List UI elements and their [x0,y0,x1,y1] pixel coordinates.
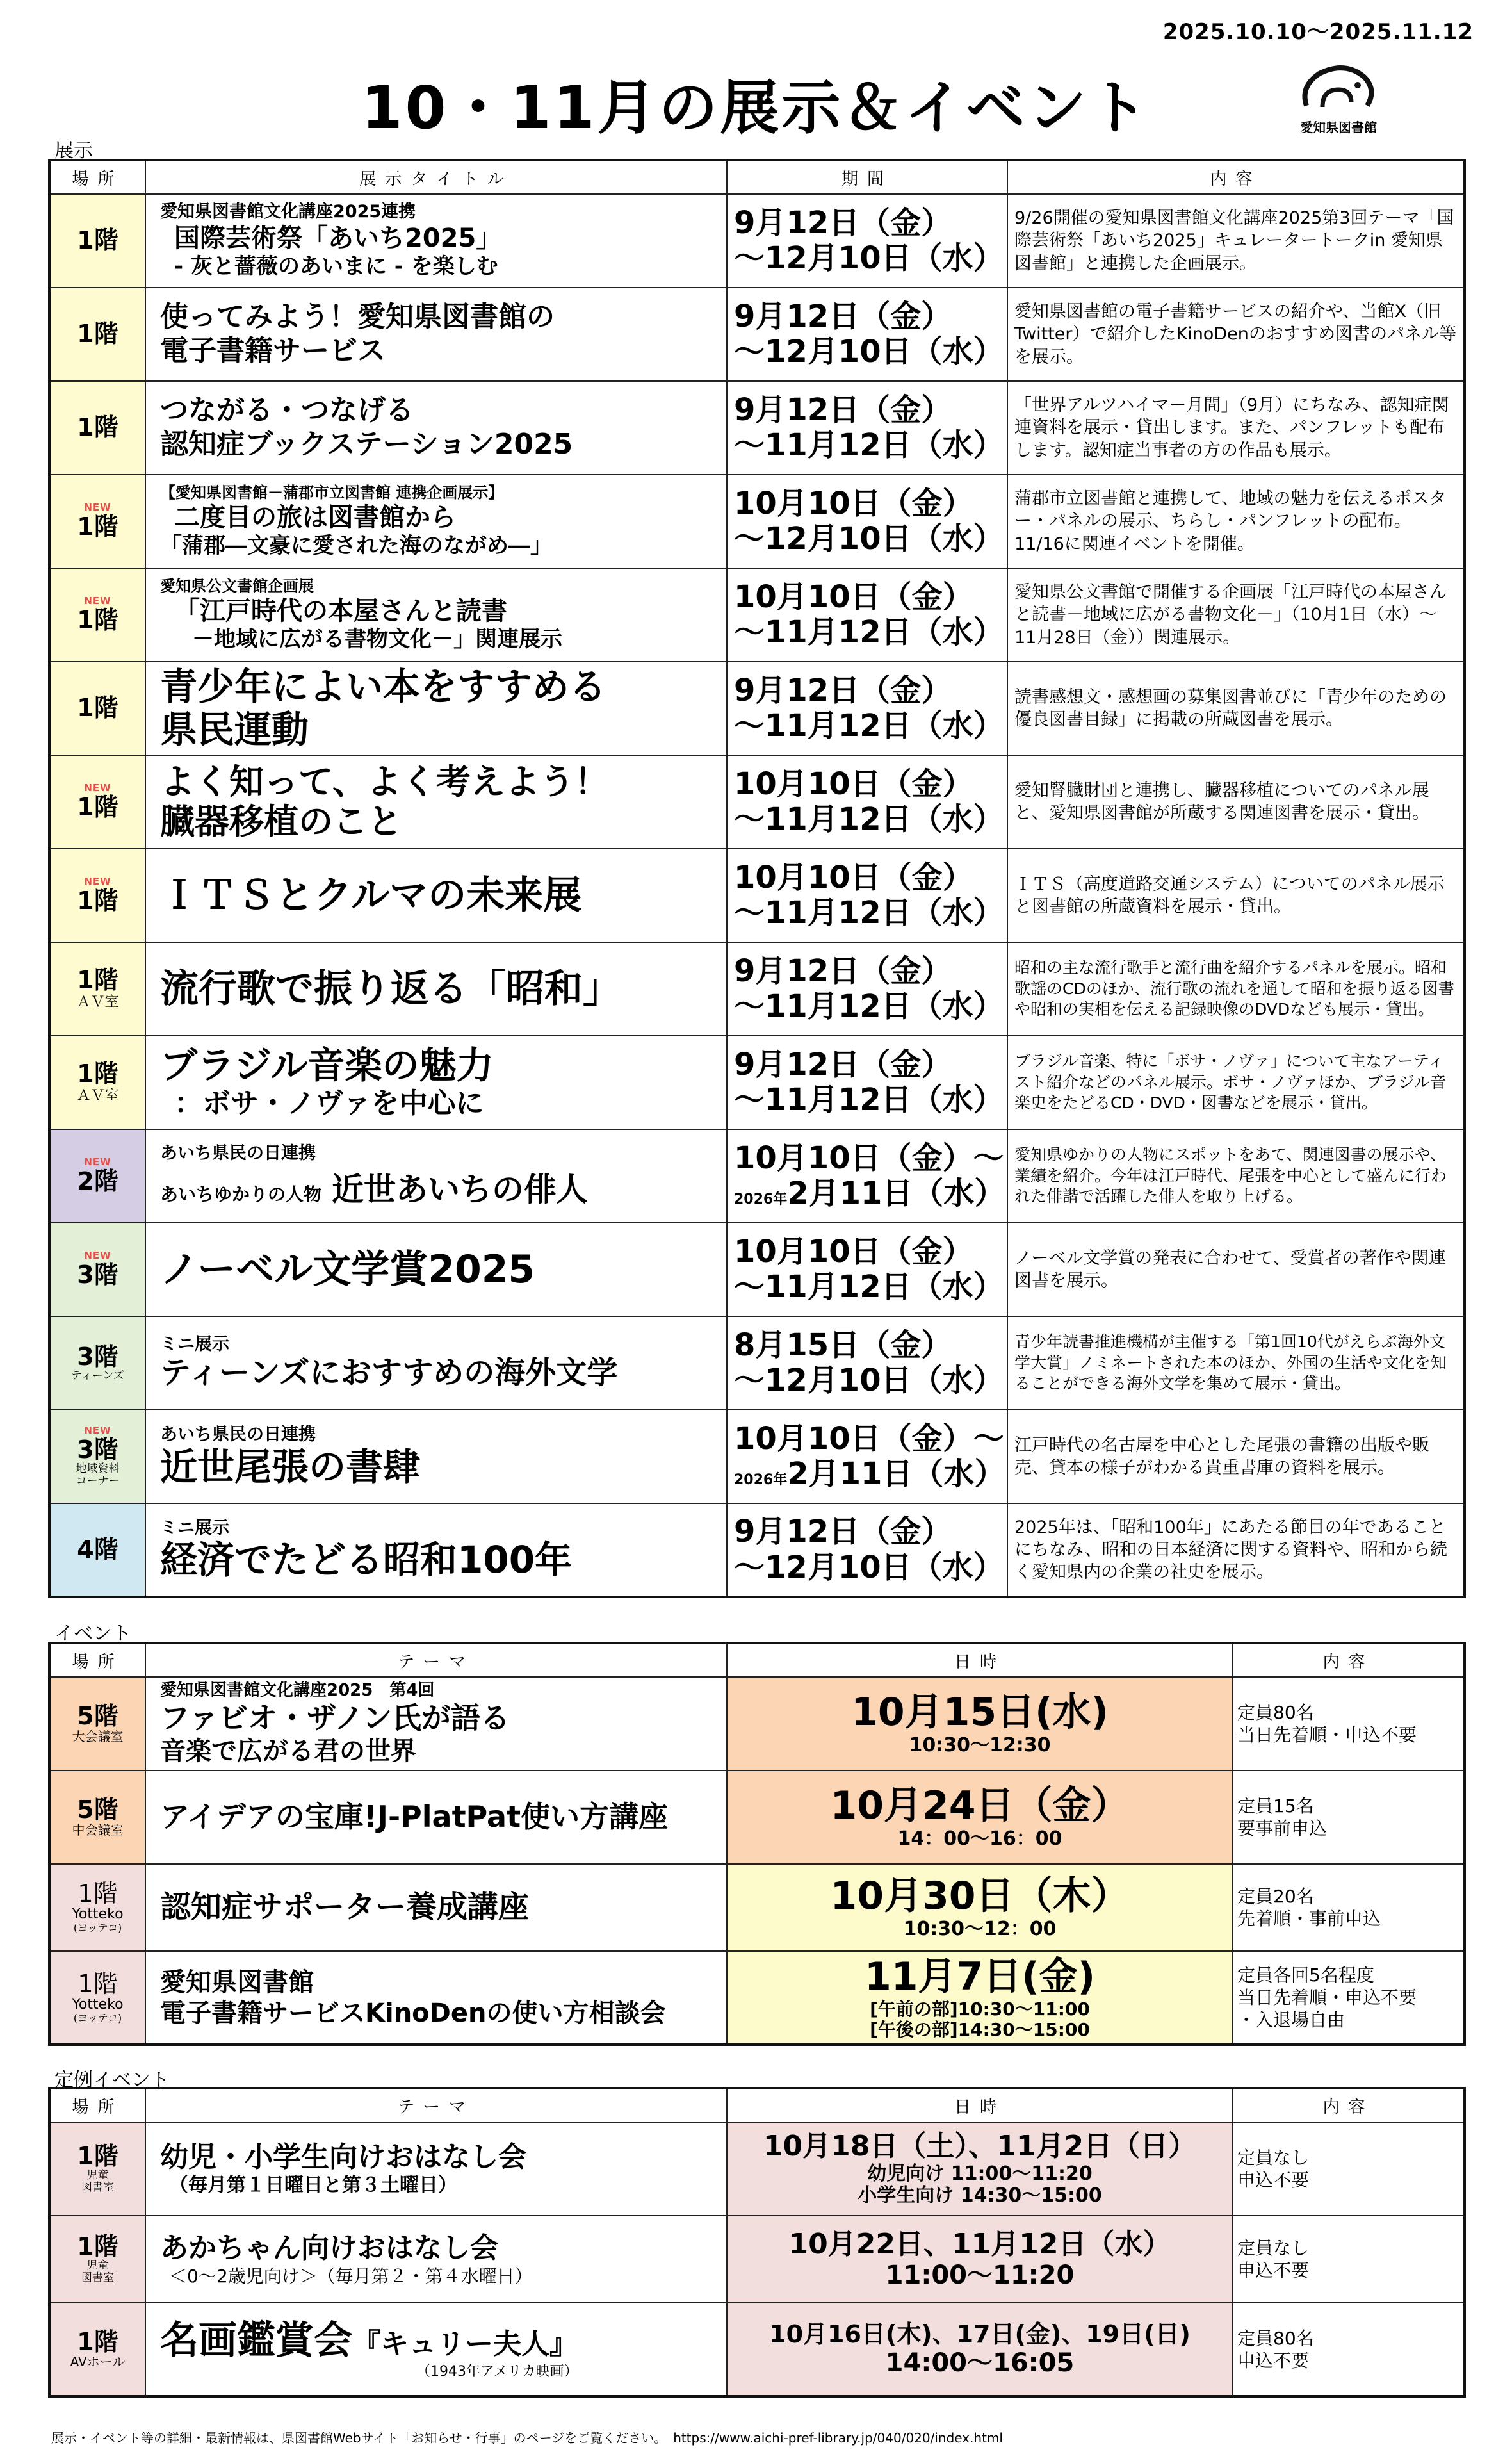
col-header-theme: テーマ [145,2088,727,2122]
new-badge: NEW [84,502,111,514]
place-cell: 3階 ティーンズ [49,1316,145,1410]
exhibit-period: 8月15日（金） ～12月10日（水） [727,1316,1007,1410]
place-cell: 1階 ＡＶ室 [49,942,145,1036]
exhibit-description: 江戸時代の名古屋を中心とした尾張の書籍の出版や販売、貸本の様子がわかる貴重書庫の資料を展示。 [1007,1410,1465,1503]
footer-note: 展示・イベント等の詳細・最新情報は、県図書館Webサイト「お知らせ・行事」のページをご覧ください。 https://www.aichi-pref-library.jp/040/020/index.html [51,2430,1003,2446]
table-row [49,1036,1465,1129]
exhibit-title: あいち県民の日連携 あいちゆかりの人物 近世あいちの俳人 [145,1129,727,1223]
place-cell: 5階 中会議室 [49,1770,145,1864]
place-cell: 1階 児童 図書室 [49,2122,145,2216]
table-row [49,662,1465,755]
exhibit-description: 愛知県図書館の電子書籍サービスの紹介や、当館X（旧Twitter）で紹介したKinoDenのおすすめ図書のパネル等を展示。 [1007,288,1465,381]
event-title: 認知症サポーター養成講座 [145,1864,727,1951]
exhibit-period: 9月12日（金） ～11月12日（水） [727,942,1007,1036]
regular-event-table [48,2087,1466,2398]
exhibit-title: ノーベル文学賞2025 [145,1223,727,1316]
exhibit-period: 9月12日（金） ～11月12日（水） [727,1036,1007,1129]
col-header-content: 内容 [1233,2088,1465,2122]
exhibit-description: 昭和の主な流行歌手と流行曲を紹介するパネルを展示。昭和歌謡のCDのほか、流行歌の流れを通して昭和を振り返る図書や昭和の実相を伝える記録映像のDVDなども展示・貸出。 [1007,942,1465,1036]
exhibit-description: 愛知腎臓財団と連携し、臓器移植についてのパネル展と、愛知県図書館が所蔵する関連図書を展示・貸出。 [1007,755,1465,849]
table-row [49,2122,1465,2216]
col-header-content: 内容 [1007,160,1465,194]
place-cell: 1階 ＡＶ室 [49,1036,145,1129]
col-header-content: 内容 [1233,1643,1465,1677]
col-header-title: 展示タイトル [145,160,727,194]
event-title: 愛知県図書館 電子書籍サービスKinoDenの使い方相談会 [145,1951,727,2045]
table-row [49,1223,1465,1316]
new-badge: NEW [84,1425,111,1437]
exhibit-title: ＩＴＳとクルマの未来展 [145,849,727,942]
exhibit-description: 「世界アルツハイマー月間」（9月）にちなみ、認知症関連資料を展示・貸出します。また、パンフレットも配布します。認知症当事者の方の作品も展示。 [1007,381,1465,475]
exhibit-description: ノーベル文学賞の発表に合わせて、受賞者の著作や関連図書を展示。 [1007,1223,1465,1316]
exhibit-period: 9月12日（金） ～12月10日（水） [727,288,1007,381]
exhibit-period: 10月10日（金） ～12月10日（水） [727,475,1007,568]
exhibit-description: 青少年読書推進機構が主催する「第1回10代がえらぶ海外文学大賞」ノミネートされた本のほか、外国の生活や文化を知ることができる海外文学を集めて展示・貸出。 [1007,1316,1465,1410]
col-header-date: 日時 [727,1643,1233,1677]
exhibit-period: 10月10日（金） ～11月12日（水） [727,568,1007,662]
exhibit-description: 2025年は、「昭和100年」にあたる節目の年であることにちなみ、昭和の日本経済に関する資料や、昭和から続く愛知県内の企業の社史を展示。 [1007,1503,1465,1597]
event-description: 定員なし 申込不要 [1233,2216,1465,2303]
logo-caption: 愛知県図書館 [1300,120,1377,135]
table-row [49,755,1465,849]
event-description: 定員20名 先着順・事前申込 [1233,1864,1465,1951]
place-cell: 1階 Yotteko (ヨッテコ) [49,1864,145,1951]
event-section-label: イベント [54,1623,131,1645]
elephant-logo-icon [1287,61,1390,119]
exhibit-period: 10月10日（金） ～11月12日（水） [727,755,1007,849]
exhibit-description: ＩＴＳ（高度道路交通システム）についてのパネル展示と図書館の所蔵資料を展示・貸出。 [1007,849,1465,942]
event-title: 幼児・小学生向けおはなし会 （毎月第１日曜日と第３土曜日） [145,2122,727,2216]
event-date: 10月24日（金） 14：00～16：00 [727,1770,1233,1864]
exhibit-description: 蒲郡市立図書館と連携して、地域の魅力を伝えるポスター・パネルの展示、ちらし・パンフレットの配布。11/16に関連イベントを開催。 [1007,475,1465,568]
exhibit-period: 10月10日（金）～ 2026年2月11日（水） [727,1410,1007,1503]
exhibit-description: ブラジル音楽、特に「ボサ・ノヴァ」について主なアーティスト紹介などのパネル展示。ボサ・ノヴァほか、ブラジル音楽史をたどるCD・DVD・図書などを展示・貸出。 [1007,1036,1465,1129]
table-row [49,194,1465,288]
exhibit-title: ミニ展示 経済でたどる昭和100年 [145,1503,727,1597]
event-description: 定員80名 当日先着順・申込不要 [1233,1677,1465,1770]
place-cell: 1階 [49,194,145,288]
place-cell: NEW 1階 [49,755,145,849]
event-date: 10月18日（土）、11月2日（日） 幼児向け 11:00～11:20 小学生向け 14:30～15:00 [727,2122,1233,2216]
event-description: 定員なし 申込不要 [1233,2122,1465,2216]
event-date: 10月16日(木)、17日(金)、19日(日) 14:00～16:05 [727,2303,1233,2396]
event-title: あかちゃん向けおはなし会 ＜0～2歳児向け＞（毎月第２・第４水曜日） [145,2216,727,2303]
place-cell: NEW 1階 [49,475,145,568]
exhibit-title: 青少年によい本をすすめる 県民運動 [145,662,727,755]
col-header-period: 期間 [727,160,1007,194]
new-badge: NEW [84,876,111,888]
page-title: 10・11月の展示＆イベント [361,74,1151,142]
place-cell: NEW 3階 地域資料 コーナー [49,1410,145,1503]
table-row [49,1129,1465,1223]
table-row [49,1770,1465,1864]
exhibit-period: 10月10日（金） ～11月12日（水） [727,849,1007,942]
exhibit-description: 9/26開催の愛知県図書館文化講座2025第3回テーマ「国際芸術祭「あいち2025」キュレータートークin 愛知県図書館」と連携した企画展示。 [1007,194,1465,288]
exhibit-title: 愛知県図書館文化講座2025連携 国際芸術祭「あいち2025」 - 灰と薔薇のあいまに - を楽しむ [145,194,727,288]
col-header-place: 場所 [49,2088,145,2122]
exhibit-period: 10月10日（金） ～11月12日（水） [727,1223,1007,1316]
place-cell: 1階 Yotteko (ヨッテコ) [49,1951,145,2045]
regular-section-label: 定例イベント [54,2069,170,2091]
table-row [49,1316,1465,1410]
exhibit-period: 9月12日（金） ～11月12日（水） [727,662,1007,755]
exhibit-period: 10月10日（金）～ 2026年2月11日（水） [727,1129,1007,1223]
col-header-theme: テーマ [145,1643,727,1677]
exhibit-section-label: 展示 [54,140,93,162]
exhibit-title: 流行歌で振り返る「昭和」 [145,942,727,1036]
exhibit-title: あいち県民の日連携 近世尾張の書肆 [145,1410,727,1503]
table-row [49,849,1465,942]
exhibit-title: よく知って、よく考えよう！ 臓器移植のこと [145,755,727,849]
new-badge: NEW [84,1156,111,1168]
table-row [49,1677,1465,1770]
col-header-date: 日時 [727,2088,1233,2122]
event-description: 定員各回5名程度 当日先着順・申込不要 ・入退場自由 [1233,1951,1465,2045]
table-row [49,381,1465,475]
place-cell: 1階 [49,381,145,475]
exhibit-table [48,159,1466,1598]
place-cell: 5階 大会議室 [49,1677,145,1770]
exhibit-title: ブラジル音楽の魅力 ：ボサ・ノヴァを中心に [145,1036,727,1129]
event-date: 10月22日、11月12日（水） 11:00～11:20 [727,2216,1233,2303]
place-cell: 4階 [49,1503,145,1597]
table-row [49,942,1465,1036]
table-row [49,1410,1465,1503]
event-title: 愛知県図書館文化講座2025 第4回 ファビオ・ザノン氏が語る 音楽で広がる君の世界 [145,1677,727,1770]
new-badge: NEW [84,1250,111,1262]
library-logo [1287,61,1390,138]
table-row [49,2216,1465,2303]
event-description: 定員15名 要事前申込 [1233,1770,1465,1864]
place-cell: 1階 [49,288,145,381]
place-cell: 1階 AVホール [49,2303,145,2396]
new-badge: NEW [84,595,111,607]
exhibit-period: 9月12日（金） ～12月10日（水） [727,194,1007,288]
exhibit-title: ミニ展示 ティーンズにおすすめの海外文学 [145,1316,727,1410]
event-description: 定員80名 申込不要 [1233,2303,1465,2396]
event-date: 10月15日(水) 10:30～12:30 [727,1677,1233,1770]
table-row [49,475,1465,568]
table-row [49,1864,1465,1951]
place-cell: 1階 児童 図書室 [49,2216,145,2303]
event-date: 10月30日（木） 10:30～12：00 [727,1864,1233,1951]
col-header-place: 場所 [49,1643,145,1677]
event-title: 名画鑑賞会『キュリー夫人』 （1943年アメリカ映画） [145,2303,727,2396]
place-cell: NEW 1階 [49,849,145,942]
exhibit-title: 愛知県公文書館企画展 「江戸時代の本屋さんと読書 －地域に広がる書物文化－」関連展示 [145,568,727,662]
table-row [49,1951,1465,2045]
exhibit-title: つながる・つなげる 認知症ブックステーション2025 [145,381,727,475]
exhibit-period: 9月12日（金） ～12月10日（水） [727,1503,1007,1597]
place-cell: NEW 1階 [49,568,145,662]
date-range: 2025.10.10～2025.11.12 [1162,19,1474,45]
place-cell: NEW 2階 [49,1129,145,1223]
event-title: アイデアの宝庫!J-PlatPat使い方講座 [145,1770,727,1864]
exhibit-description: 愛知県公文書館で開催する企画展「江戸時代の本屋さんと読書－地域に広がる書物文化－」（10月1日（水）～11月28日（金））関連展示。 [1007,568,1465,662]
table-row [49,2303,1465,2396]
exhibit-description: 愛知県ゆかりの人物にスポットをあて、関連図書の展示や、業績を紹介。今年は江戸時代、尾張を中心として盛んに行われた俳諧で活躍した俳人を取り上げる。 [1007,1129,1465,1223]
place-cell: 1階 [49,662,145,755]
table-row [49,1503,1465,1597]
exhibit-description: 読書感想文・感想画の募集図書並びに「青少年のための優良図書目録」に掲載の所蔵図書を展示。 [1007,662,1465,755]
table-row [49,288,1465,381]
new-badge: NEW [84,782,111,794]
table-row [49,568,1465,662]
place-cell: NEW 3階 [49,1223,145,1316]
col-header-place: 場所 [49,160,145,194]
event-table [48,1642,1466,2046]
event-date: 11月7日(金) [午前の部]10:30～11:00 [午後の部]14:30～15:00 [727,1951,1233,2045]
exhibit-title: 使ってみよう！愛知県図書館の 電子書籍サービス [145,288,727,381]
exhibit-period: 9月12日（金） ～11月12日（水） [727,381,1007,475]
exhibit-title: 【愛知県図書館－蒲郡市立図書館 連携企画展示】 二度目の旅は図書館から 「蒲郡―文豪に愛された海のながめ―」 [145,475,727,568]
